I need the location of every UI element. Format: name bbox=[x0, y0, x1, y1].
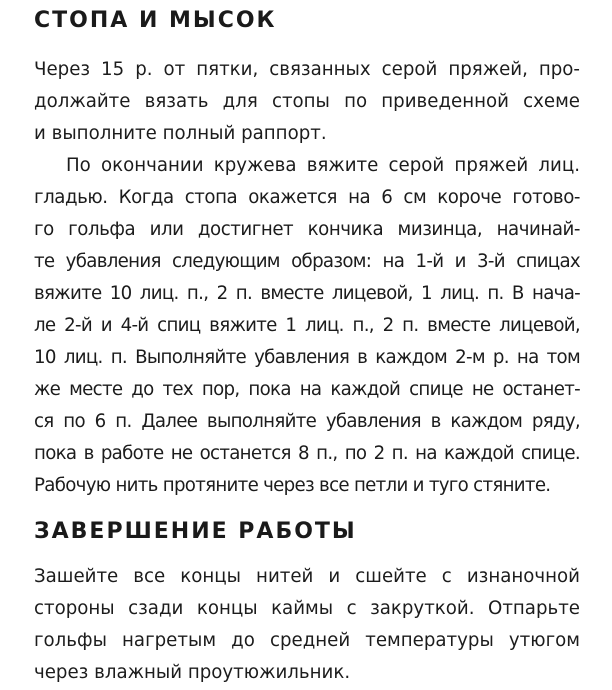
text-line: гладью. Когда стопа окажется на 6 см короче готово- bbox=[34, 187, 580, 208]
text-line: Через 15 р. от пятки, связанных серой пряжей, про- bbox=[34, 59, 580, 80]
text-line: 10 лиц. п. Выполняйте убавления в каждом 2-м р. на том bbox=[34, 347, 580, 368]
text-line: Рабочую нить протяните через все петли и туго стяните. bbox=[34, 475, 551, 496]
text-line: должайте вязать для стопы по приведенной схеме bbox=[34, 91, 580, 112]
text-line: го гольфа или достигнет кончика мизинца, начинай- bbox=[34, 219, 580, 240]
text-line: пока в работе не останется 8 п., по 2 п. на каждой спице. bbox=[34, 443, 580, 464]
text-line: По окончании кружева вяжите серой пряжей лиц. bbox=[66, 155, 580, 176]
text-line: Зашейте все концы нитей и сшейте с изнаночной bbox=[34, 566, 580, 587]
heading-finish: ЗАВЕРШЕНИЕ РАБОТЫ bbox=[34, 519, 357, 544]
text-line: же месте до тех пор, пока на каждой спице не останет- bbox=[34, 379, 580, 400]
text-line: гольфы нагретым до средней температуры утюгом bbox=[34, 630, 580, 651]
text-line: те убавления следующим образом: на 1-й и 3-й спицах bbox=[34, 251, 580, 272]
text-line: ся по 6 п. Далее выполняйте убавления в каждом ряду, bbox=[34, 411, 580, 432]
text-line: ле 2-й и 4-й спиц вяжите 1 лиц. п., 2 п. вместе лицевой, bbox=[34, 315, 580, 336]
text-line: и выполните полный раппорт. bbox=[34, 123, 327, 144]
text-line: стороны сзади концы каймы с закруткой. Отпарьте bbox=[34, 598, 580, 619]
text-line: через влажный проутюжильник. bbox=[34, 662, 351, 683]
heading-toe: СТОПА И МЫСОК bbox=[34, 8, 277, 33]
text-line: вяжите 10 лиц. п., 2 п. вместе лицевой, 1 лиц. п. В нача- bbox=[34, 283, 580, 304]
